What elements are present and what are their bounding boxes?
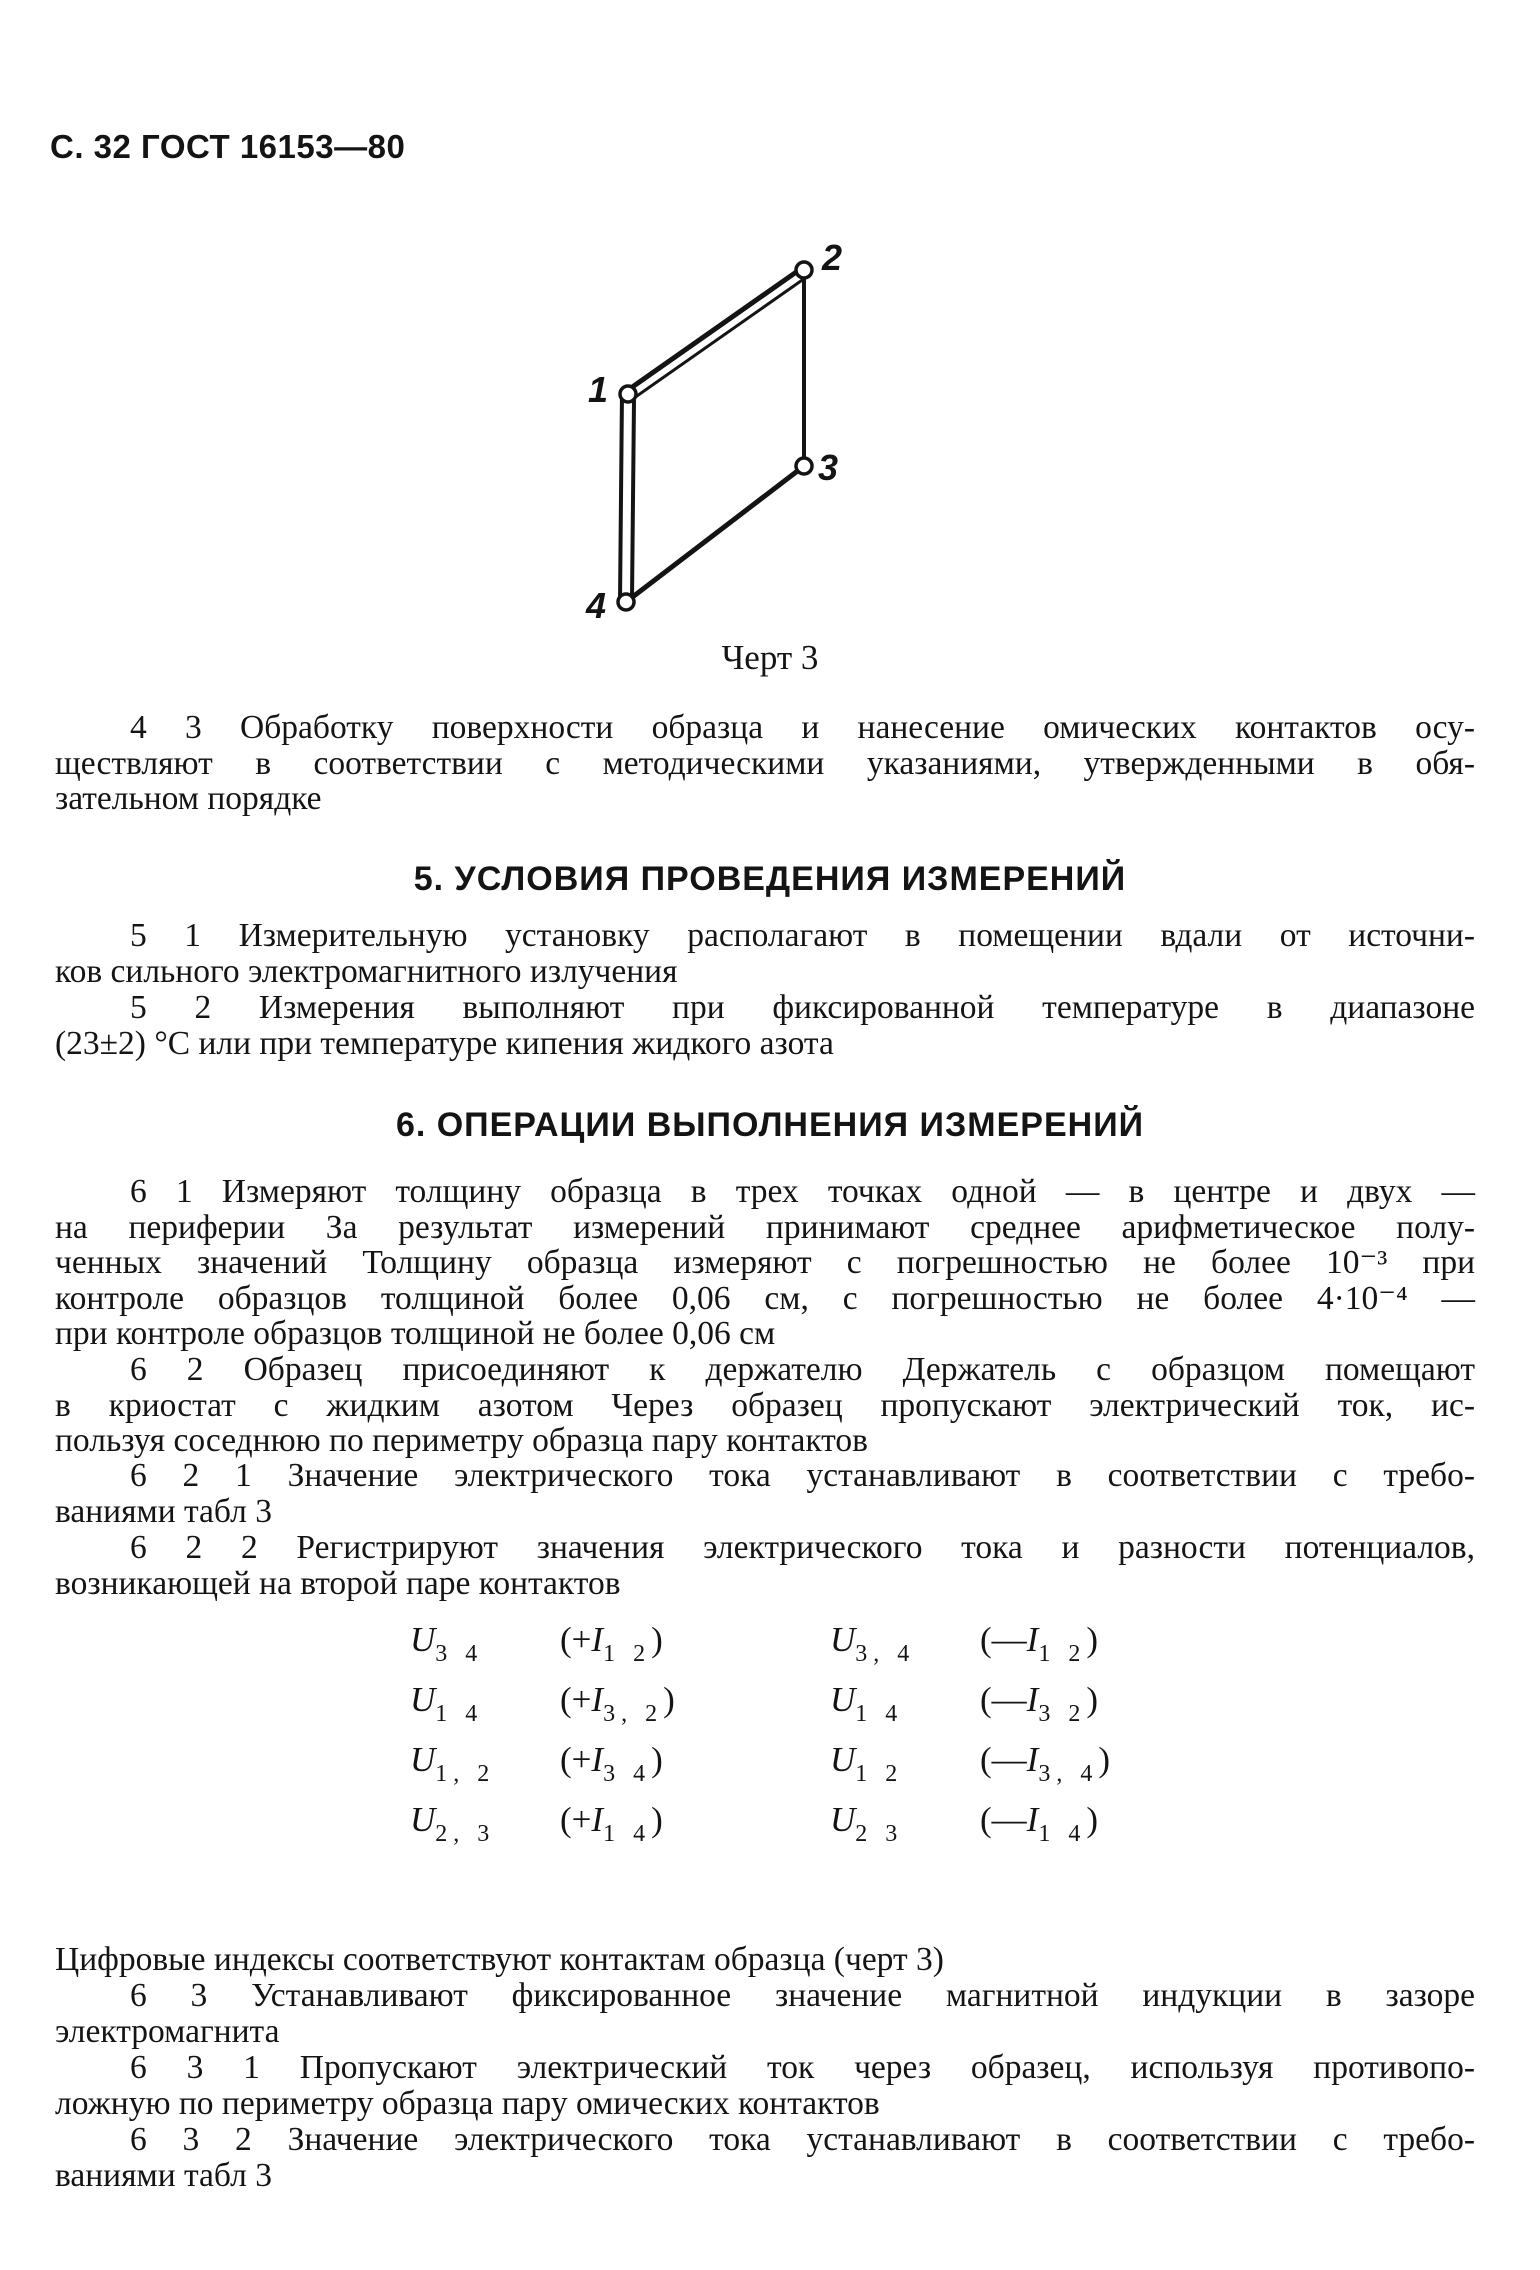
text-line: Цифровые индексы соответствуют контактам образца (черт 3)	[55, 1941, 944, 1978]
formula-row	[410, 1800, 1170, 1860]
paragraph-5-2	[55, 990, 1475, 1061]
text-line: возникающей на второй паре контактов	[55, 1564, 621, 1602]
contact-diagram	[560, 240, 880, 630]
text-line: 4 3 Обработку поверхности образца и нанесение омических контактов осу-	[130, 709, 1475, 746]
section-6-heading: 6. ОПЕРАЦИИ ВЫПОЛНЕНИЯ ИЗМЕРЕНИЙ	[395, 1106, 1145, 1144]
text-line: 6 2 2 Регистрируют значения электрического тока и разности потенциалов,	[130, 1529, 1475, 1566]
contact-3	[796, 458, 812, 474]
edge-1-2	[628, 268, 802, 390]
contact-1	[620, 386, 636, 402]
contact-4	[618, 594, 634, 610]
current-term: $(—I_{3, 4})$	[980, 1740, 1110, 1787]
text-line: 6 1 Измеряют толщину образца в трех точках одной — в центре и двух —	[130, 1173, 1475, 1210]
voltage-term: $U_{1 4}$	[830, 1680, 904, 1727]
text-line: ществляют в соответствии с методическими указаниями, утвержденными в обя-	[55, 744, 1475, 782]
contact-diagram-figure	[560, 240, 880, 630]
text-line: зательном порядке	[55, 780, 322, 817]
current-term: $(+I_{3 4})$	[560, 1740, 663, 1787]
label-4: 4	[586, 585, 607, 626]
paragraph-6-2-1	[55, 1458, 1475, 1529]
text-line: 6 3 Устанавливают фиксированное значение магнитной индукции в зазоре	[130, 1977, 1475, 2014]
paragraph-4-3	[55, 710, 1475, 817]
paragraph-6-2-2	[55, 1530, 1475, 1601]
text-line: на периферии За результат измерений принимают среднее арифметическое полу-	[55, 1208, 1475, 1246]
label-2: 2	[822, 240, 843, 278]
current-term: $(—I_{1 2})$	[980, 1620, 1098, 1667]
text-line: ченных значений Толщину образца измеряют с погрешностью не более 10⁻³ при	[55, 1244, 1475, 1281]
current-term: $(—I_{3 2})$	[980, 1680, 1098, 1727]
edge-3-4	[626, 466, 804, 602]
text-line: ваниями табл 3	[55, 1492, 272, 1530]
text-line: 6 3 2 Значение электрического тока устанавливают в соответствии с требо-	[130, 2121, 1475, 2158]
figure-caption: Черт 3	[721, 638, 819, 677]
paragraph-6-3	[55, 1978, 1475, 2049]
text-line: 6 3 1 Пропускают электрический ток через образец, используя противопо-	[130, 2049, 1475, 2086]
text-line: 5 1 Измерительную установку располагают в помещении вдали от источни-	[130, 917, 1475, 954]
current-term: $(—I_{1 4})$	[980, 1800, 1098, 1847]
paragraph-5-1	[55, 918, 1475, 989]
page-header: С. 32 ГОСТ 16153—80	[50, 128, 406, 165]
label-3: 3	[818, 447, 839, 488]
text-line: в криостат с жидким азотом Через образец пропускают электрический ток, ис-	[55, 1386, 1475, 1424]
current-term: $(+I_{1 2})$	[560, 1620, 663, 1667]
voltage-term: $U_{3, 4}$	[830, 1620, 916, 1667]
current-term: $(+I_{3, 2})$	[560, 1680, 675, 1727]
text-line: 6 2 1 Значение электрического тока устанавливают в соответствии с требо-	[130, 1457, 1475, 1494]
text-line: контроле образцов толщиной более 0,06 см, с погрешностью не более 4·10⁻⁴ —	[55, 1279, 1475, 1317]
edge-1-4-inner	[632, 400, 634, 598]
formula-row	[410, 1620, 1170, 1680]
paragraph-6-3-2	[55, 2122, 1475, 2193]
paragraph-6-2	[55, 1352, 1475, 1459]
voltage-term: $U_{1 4}$	[410, 1680, 484, 1727]
text-line: ложную по периметру образца пару омических контактов	[55, 2084, 880, 2122]
text-line: при контроле образцов толщиной не более 0,06 см	[55, 1315, 776, 1352]
voltage-term: $U_{2 3}$	[830, 1800, 904, 1847]
measurement-formulas	[410, 1620, 1170, 1860]
voltage-term: $U_{1 2}$	[830, 1740, 904, 1787]
voltage-term: $U_{1, 2}$	[410, 1740, 496, 1787]
text-line: 6 2 Образец присоединяют к держателю Держатель с образцом помещают	[130, 1351, 1475, 1388]
text-line: пользуя соседнюю по периметру образца пару контактов	[55, 1422, 868, 1459]
paragraph-6-1	[55, 1174, 1475, 1352]
formula-row	[410, 1740, 1170, 1800]
formula-row	[410, 1680, 1170, 1740]
section-5-heading: 5. УСЛОВИЯ ПРОВЕДЕНИЯ ИЗМЕРЕНИЙ	[413, 860, 1127, 898]
text-line: 5 2 Измерения выполняют при фиксированной температуре в диапазоне	[130, 989, 1475, 1026]
edge-1-4	[620, 392, 622, 602]
label-1: 1	[588, 369, 609, 410]
contact-2	[796, 262, 812, 278]
text-line: электромагнита	[55, 2012, 280, 2050]
text-line: (23±2) °С или при температуре кипения жидкого азота	[55, 1024, 834, 1062]
voltage-term: $U_{3 4}$	[410, 1620, 484, 1667]
edge-1-2-inner	[634, 276, 808, 398]
current-term: $(+I_{1 4})$	[560, 1800, 663, 1847]
paragraph-6-3-1	[55, 2050, 1475, 2121]
text-line: ваниями табл 3	[55, 2156, 272, 2194]
text-line: ков сильного электромагнитного излучения	[55, 952, 678, 990]
voltage-term: $U_{2, 3}$	[410, 1800, 496, 1847]
index-note	[55, 1942, 1475, 1978]
